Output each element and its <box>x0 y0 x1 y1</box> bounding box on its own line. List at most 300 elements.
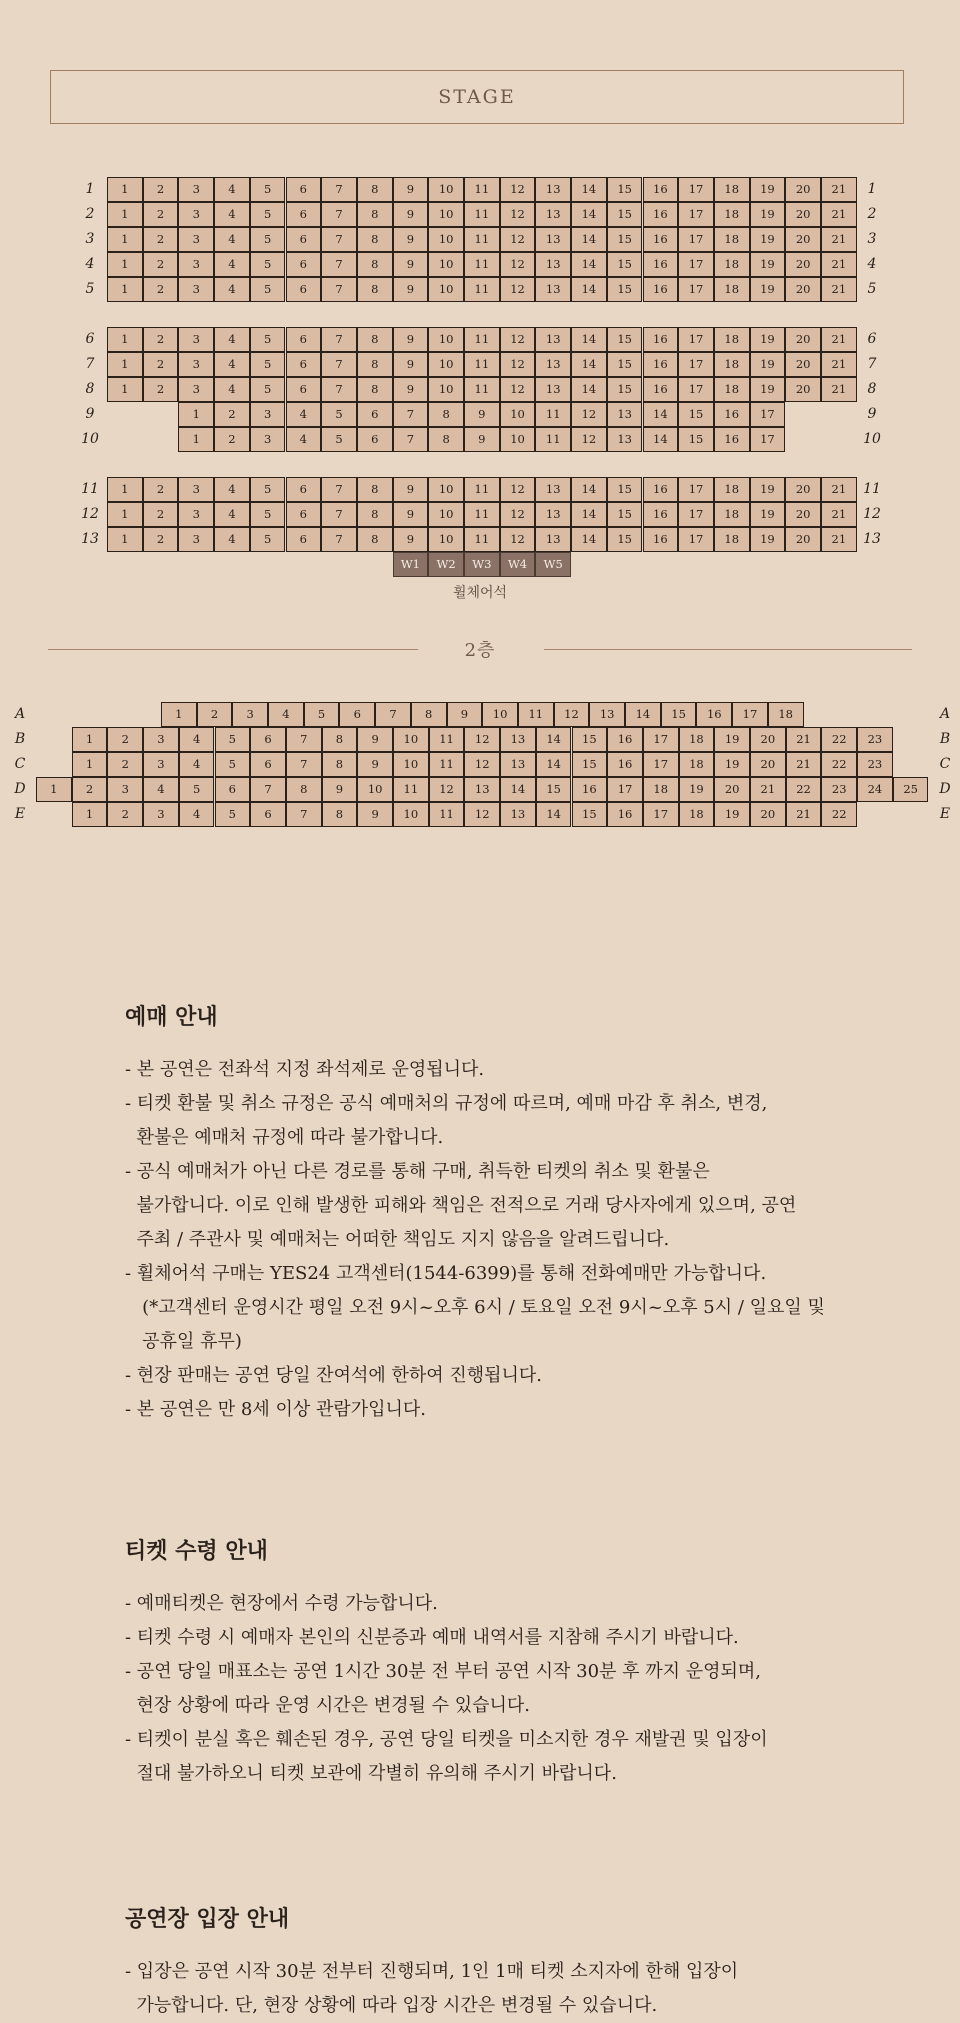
seat[interactable]: 2 <box>107 802 143 827</box>
seat[interactable]: 3 <box>178 377 214 402</box>
seat[interactable]: 7 <box>286 802 322 827</box>
seat[interactable]: 6 <box>286 177 322 202</box>
seat[interactable]: 16 <box>607 727 643 752</box>
seat[interactable]: 6 <box>286 327 322 352</box>
seat[interactable]: 4 <box>214 277 250 302</box>
seat[interactable]: 10 <box>428 252 464 277</box>
seat[interactable]: 1 <box>161 702 197 727</box>
seat[interactable]: 17 <box>678 477 714 502</box>
seat[interactable]: 9 <box>393 502 429 527</box>
seat[interactable]: 7 <box>375 702 411 727</box>
seat[interactable]: 7 <box>321 202 357 227</box>
seat[interactable]: 5 <box>250 227 286 252</box>
seat[interactable]: 12 <box>464 727 500 752</box>
seat[interactable]: 6 <box>286 252 322 277</box>
seat[interactable]: 2 <box>143 377 179 402</box>
seat[interactable]: 14 <box>625 702 661 727</box>
seat[interactable]: 16 <box>643 527 679 552</box>
seat[interactable]: 9 <box>322 777 358 802</box>
seat[interactable]: 18 <box>714 252 750 277</box>
seat[interactable]: 21 <box>821 477 857 502</box>
seat[interactable]: 15 <box>607 327 643 352</box>
seat[interactable]: 4 <box>214 477 250 502</box>
seat[interactable]: 19 <box>714 752 750 777</box>
seat[interactable]: 20 <box>785 277 821 302</box>
seat[interactable]: 12 <box>500 252 536 277</box>
seat[interactable]: 6 <box>286 502 322 527</box>
seat[interactable]: 9 <box>393 227 429 252</box>
seat[interactable]: 7 <box>321 502 357 527</box>
seat[interactable]: 15 <box>607 202 643 227</box>
seat[interactable]: 13 <box>535 352 571 377</box>
seat[interactable]: 17 <box>678 502 714 527</box>
seat[interactable]: 17 <box>750 402 786 427</box>
seat[interactable]: 7 <box>393 402 429 427</box>
seat[interactable]: 2 <box>143 327 179 352</box>
seat[interactable]: 2 <box>197 702 233 727</box>
seat[interactable]: 16 <box>572 777 608 802</box>
seat[interactable]: 9 <box>464 402 500 427</box>
seat[interactable]: 3 <box>143 727 179 752</box>
seat[interactable]: 21 <box>786 727 822 752</box>
seat[interactable]: 4 <box>214 177 250 202</box>
seat[interactable]: 19 <box>679 777 715 802</box>
seat[interactable]: 14 <box>643 402 679 427</box>
seat[interactable]: 8 <box>428 402 464 427</box>
seat[interactable]: 4 <box>214 252 250 277</box>
seat[interactable]: 6 <box>250 752 286 777</box>
seat[interactable]: 18 <box>768 702 804 727</box>
seat[interactable]: 9 <box>447 702 483 727</box>
seat[interactable]: 20 <box>785 477 821 502</box>
seat[interactable]: 1 <box>72 727 108 752</box>
seat[interactable]: 1 <box>107 252 143 277</box>
seat[interactable]: 21 <box>750 777 786 802</box>
seat[interactable]: 7 <box>393 427 429 452</box>
seat[interactable]: 8 <box>357 377 393 402</box>
seat[interactable]: 18 <box>714 477 750 502</box>
seat[interactable]: 10 <box>428 502 464 527</box>
seat[interactable]: 5 <box>250 327 286 352</box>
wheelchair-seat[interactable]: W5 <box>535 552 571 577</box>
seat[interactable]: 6 <box>286 352 322 377</box>
seat[interactable]: 15 <box>572 727 608 752</box>
seat[interactable]: 11 <box>464 227 500 252</box>
seat[interactable]: 5 <box>250 252 286 277</box>
seat[interactable]: 1 <box>178 402 214 427</box>
seat[interactable]: 3 <box>178 502 214 527</box>
seat[interactable]: 10 <box>393 727 429 752</box>
seat[interactable]: 7 <box>321 352 357 377</box>
seat[interactable]: 22 <box>786 777 822 802</box>
seat[interactable]: 13 <box>535 252 571 277</box>
seat[interactable]: 4 <box>214 352 250 377</box>
seat[interactable]: 4 <box>214 327 250 352</box>
seat[interactable]: 13 <box>589 702 625 727</box>
seat[interactable]: 8 <box>357 502 393 527</box>
seat[interactable]: 6 <box>357 427 393 452</box>
seat[interactable]: 19 <box>714 802 750 827</box>
seat[interactable]: 20 <box>785 377 821 402</box>
seat[interactable]: 8 <box>322 727 358 752</box>
seat[interactable]: 20 <box>785 327 821 352</box>
seat[interactable]: 16 <box>607 752 643 777</box>
seat[interactable]: 3 <box>178 327 214 352</box>
seat[interactable]: 10 <box>428 377 464 402</box>
seat[interactable]: 17 <box>678 177 714 202</box>
seat[interactable]: 3 <box>178 227 214 252</box>
seat[interactable]: 1 <box>72 802 108 827</box>
seat[interactable]: 13 <box>535 377 571 402</box>
seat[interactable]: 24 <box>857 777 893 802</box>
seat[interactable]: 21 <box>821 502 857 527</box>
seat[interactable]: 15 <box>607 352 643 377</box>
seat[interactable]: 9 <box>393 527 429 552</box>
seat[interactable]: 5 <box>250 177 286 202</box>
seat[interactable]: 4 <box>214 502 250 527</box>
seat[interactable]: 12 <box>500 502 536 527</box>
seat[interactable]: 12 <box>500 352 536 377</box>
seat[interactable]: 17 <box>678 527 714 552</box>
seat[interactable]: 15 <box>572 752 608 777</box>
seat[interactable]: 9 <box>357 727 393 752</box>
seat[interactable]: 4 <box>286 427 322 452</box>
seat[interactable]: 15 <box>607 377 643 402</box>
seat[interactable]: 2 <box>214 427 250 452</box>
seat[interactable]: 1 <box>107 502 143 527</box>
seat[interactable]: 2 <box>143 352 179 377</box>
seat[interactable]: 12 <box>500 477 536 502</box>
seat[interactable]: 22 <box>821 752 857 777</box>
seat[interactable]: 14 <box>571 377 607 402</box>
seat[interactable]: 10 <box>428 202 464 227</box>
seat[interactable]: 19 <box>750 252 786 277</box>
seat[interactable]: 20 <box>785 527 821 552</box>
seat[interactable]: 16 <box>643 477 679 502</box>
seat[interactable]: 10 <box>500 402 536 427</box>
seat[interactable]: 18 <box>714 527 750 552</box>
seat[interactable]: 19 <box>750 202 786 227</box>
seat[interactable]: 16 <box>643 227 679 252</box>
seat[interactable]: 19 <box>750 527 786 552</box>
seat[interactable]: 10 <box>428 277 464 302</box>
seat[interactable]: 10 <box>428 327 464 352</box>
seat[interactable]: 12 <box>464 752 500 777</box>
seat[interactable]: 19 <box>750 377 786 402</box>
seat[interactable]: 4 <box>214 227 250 252</box>
seat[interactable]: 21 <box>821 227 857 252</box>
seat[interactable]: 8 <box>286 777 322 802</box>
seat[interactable]: 11 <box>535 427 571 452</box>
seat[interactable]: 10 <box>393 802 429 827</box>
seat[interactable]: 12 <box>571 402 607 427</box>
seat[interactable]: 16 <box>643 377 679 402</box>
seat[interactable]: 13 <box>535 527 571 552</box>
seat[interactable]: 25 <box>893 777 929 802</box>
seat[interactable]: 12 <box>429 777 465 802</box>
seat[interactable]: 2 <box>143 477 179 502</box>
seat[interactable]: 12 <box>500 327 536 352</box>
seat[interactable]: 15 <box>607 252 643 277</box>
seat[interactable]: 10 <box>428 477 464 502</box>
seat[interactable]: 15 <box>607 477 643 502</box>
seat[interactable]: 12 <box>500 177 536 202</box>
seat[interactable]: 8 <box>357 277 393 302</box>
seat[interactable]: 21 <box>821 352 857 377</box>
seat[interactable]: 14 <box>500 777 536 802</box>
seat[interactable]: 17 <box>643 752 679 777</box>
seat[interactable]: 21 <box>821 252 857 277</box>
seat[interactable]: 13 <box>535 177 571 202</box>
seat[interactable]: 16 <box>643 327 679 352</box>
seat[interactable]: 16 <box>643 252 679 277</box>
seat[interactable]: 7 <box>321 327 357 352</box>
seat[interactable]: 6 <box>286 277 322 302</box>
seat[interactable]: 10 <box>357 777 393 802</box>
seat[interactable]: 4 <box>214 377 250 402</box>
seat[interactable]: 9 <box>393 352 429 377</box>
seat[interactable]: 1 <box>107 477 143 502</box>
seat[interactable]: 6 <box>286 477 322 502</box>
seat[interactable]: 17 <box>678 202 714 227</box>
seat[interactable]: 14 <box>536 752 572 777</box>
seat[interactable]: 4 <box>179 727 215 752</box>
seat[interactable]: 4 <box>268 702 304 727</box>
seat[interactable]: 9 <box>357 752 393 777</box>
seat[interactable]: 22 <box>821 727 857 752</box>
seat[interactable]: 5 <box>179 777 215 802</box>
seat[interactable]: 3 <box>178 527 214 552</box>
seat[interactable]: 3 <box>178 352 214 377</box>
seat[interactable]: 7 <box>321 252 357 277</box>
seat[interactable]: 18 <box>714 327 750 352</box>
seat[interactable]: 20 <box>785 352 821 377</box>
seat[interactable]: 6 <box>357 402 393 427</box>
seat[interactable]: 2 <box>143 252 179 277</box>
seat[interactable]: 17 <box>732 702 768 727</box>
seat[interactable]: 17 <box>678 377 714 402</box>
seat[interactable]: 15 <box>678 402 714 427</box>
seat[interactable]: 11 <box>464 352 500 377</box>
seat[interactable]: 1 <box>107 327 143 352</box>
seat[interactable]: 20 <box>750 752 786 777</box>
seat[interactable]: 13 <box>464 777 500 802</box>
seat[interactable]: 18 <box>679 802 715 827</box>
seat[interactable]: 14 <box>536 727 572 752</box>
seat[interactable]: 11 <box>429 802 465 827</box>
seat[interactable]: 7 <box>321 277 357 302</box>
seat[interactable]: 11 <box>464 377 500 402</box>
seat[interactable]: 2 <box>72 777 108 802</box>
wheelchair-seat[interactable]: W2 <box>428 552 464 577</box>
seat[interactable]: 15 <box>607 227 643 252</box>
seat[interactable]: 12 <box>554 702 590 727</box>
seat[interactable]: 2 <box>143 202 179 227</box>
seat[interactable]: 14 <box>536 802 572 827</box>
seat[interactable]: 20 <box>750 727 786 752</box>
seat[interactable]: 11 <box>429 727 465 752</box>
seat[interactable]: 16 <box>643 502 679 527</box>
seat[interactable]: 3 <box>232 702 268 727</box>
seat[interactable]: 7 <box>250 777 286 802</box>
seat[interactable]: 19 <box>750 477 786 502</box>
seat[interactable]: 23 <box>821 777 857 802</box>
seat[interactable]: 10 <box>428 177 464 202</box>
seat[interactable]: 15 <box>661 702 697 727</box>
seat[interactable]: 14 <box>571 177 607 202</box>
seat[interactable]: 10 <box>482 702 518 727</box>
seat[interactable]: 3 <box>250 427 286 452</box>
seat[interactable]: 18 <box>714 377 750 402</box>
seat[interactable]: 3 <box>178 177 214 202</box>
seat[interactable]: 20 <box>714 777 750 802</box>
seat[interactable]: 9 <box>464 427 500 452</box>
seat[interactable]: 17 <box>678 277 714 302</box>
seat[interactable]: 14 <box>571 327 607 352</box>
seat[interactable]: 11 <box>464 527 500 552</box>
seat[interactable]: 1 <box>107 227 143 252</box>
seat[interactable]: 13 <box>500 802 536 827</box>
seat[interactable]: 10 <box>428 227 464 252</box>
seat[interactable]: 5 <box>250 352 286 377</box>
seat[interactable]: 17 <box>678 227 714 252</box>
seat[interactable]: 20 <box>750 802 786 827</box>
seat[interactable]: 11 <box>464 327 500 352</box>
seat[interactable]: 6 <box>215 777 251 802</box>
seat[interactable]: 2 <box>214 402 250 427</box>
seat[interactable]: 13 <box>535 227 571 252</box>
seat[interactable]: 3 <box>178 252 214 277</box>
seat[interactable]: 11 <box>429 752 465 777</box>
seat[interactable]: 9 <box>393 252 429 277</box>
seat[interactable]: 16 <box>607 802 643 827</box>
seat[interactable]: 12 <box>500 277 536 302</box>
seat[interactable]: 8 <box>411 702 447 727</box>
seat[interactable]: 1 <box>107 352 143 377</box>
seat[interactable]: 2 <box>107 727 143 752</box>
seat[interactable]: 18 <box>714 502 750 527</box>
seat[interactable]: 20 <box>785 252 821 277</box>
seat[interactable]: 21 <box>786 752 822 777</box>
seat[interactable]: 9 <box>393 202 429 227</box>
seat[interactable]: 11 <box>518 702 554 727</box>
seat[interactable]: 8 <box>322 752 358 777</box>
seat[interactable]: 6 <box>286 202 322 227</box>
seat[interactable]: 8 <box>322 802 358 827</box>
seat[interactable]: 8 <box>357 327 393 352</box>
seat[interactable]: 11 <box>464 477 500 502</box>
seat[interactable]: 5 <box>215 752 251 777</box>
seat[interactable]: 16 <box>714 427 750 452</box>
seat[interactable]: 9 <box>393 477 429 502</box>
seat[interactable]: 7 <box>321 477 357 502</box>
seat[interactable]: 3 <box>143 752 179 777</box>
seat[interactable]: 5 <box>250 527 286 552</box>
seat[interactable]: 4 <box>214 527 250 552</box>
seat[interactable]: 12 <box>500 227 536 252</box>
seat[interactable]: 15 <box>572 802 608 827</box>
seat[interactable]: 18 <box>714 177 750 202</box>
seat[interactable]: 13 <box>500 727 536 752</box>
seat[interactable]: 1 <box>36 777 72 802</box>
seat[interactable]: 1 <box>107 202 143 227</box>
seat[interactable]: 16 <box>696 702 732 727</box>
seat[interactable]: 5 <box>321 402 357 427</box>
seat[interactable]: 8 <box>357 202 393 227</box>
seat[interactable]: 5 <box>250 277 286 302</box>
seat[interactable]: 8 <box>428 427 464 452</box>
seat[interactable]: 4 <box>143 777 179 802</box>
seat[interactable]: 10 <box>500 427 536 452</box>
seat[interactable]: 14 <box>571 277 607 302</box>
seat[interactable]: 11 <box>393 777 429 802</box>
seat[interactable]: 16 <box>643 352 679 377</box>
seat[interactable]: 6 <box>250 802 286 827</box>
seat[interactable]: 11 <box>464 502 500 527</box>
seat[interactable]: 7 <box>321 527 357 552</box>
seat[interactable]: 1 <box>72 752 108 777</box>
seat[interactable]: 17 <box>678 327 714 352</box>
seat[interactable]: 21 <box>821 377 857 402</box>
seat[interactable]: 7 <box>321 177 357 202</box>
seat[interactable]: 17 <box>678 252 714 277</box>
seat[interactable]: 21 <box>786 802 822 827</box>
seat[interactable]: 14 <box>571 352 607 377</box>
seat[interactable]: 17 <box>643 802 679 827</box>
seat[interactable]: 3 <box>250 402 286 427</box>
seat[interactable]: 15 <box>678 427 714 452</box>
seat[interactable]: 4 <box>286 402 322 427</box>
seat[interactable]: 21 <box>821 177 857 202</box>
seat[interactable]: 20 <box>785 227 821 252</box>
seat[interactable]: 1 <box>107 527 143 552</box>
seat[interactable]: 3 <box>107 777 143 802</box>
seat[interactable]: 9 <box>393 177 429 202</box>
seat[interactable]: 2 <box>143 277 179 302</box>
seat[interactable]: 18 <box>714 277 750 302</box>
seat[interactable]: 19 <box>714 727 750 752</box>
seat[interactable]: 5 <box>250 377 286 402</box>
seat[interactable]: 19 <box>750 277 786 302</box>
seat[interactable]: 4 <box>179 802 215 827</box>
seat[interactable]: 6 <box>250 727 286 752</box>
seat[interactable]: 13 <box>535 477 571 502</box>
seat[interactable]: 21 <box>821 202 857 227</box>
seat[interactable]: 19 <box>750 327 786 352</box>
seat[interactable]: 13 <box>535 277 571 302</box>
seat[interactable]: 6 <box>286 377 322 402</box>
seat[interactable]: 13 <box>535 202 571 227</box>
seat[interactable]: 14 <box>571 202 607 227</box>
seat[interactable]: 4 <box>179 752 215 777</box>
seat[interactable]: 17 <box>678 352 714 377</box>
seat[interactable]: 9 <box>357 802 393 827</box>
seat[interactable]: 14 <box>571 227 607 252</box>
seat[interactable]: 14 <box>571 477 607 502</box>
seat[interactable]: 11 <box>464 277 500 302</box>
seat[interactable]: 4 <box>214 202 250 227</box>
seat[interactable]: 1 <box>178 427 214 452</box>
seat[interactable]: 1 <box>107 377 143 402</box>
seat[interactable]: 5 <box>250 477 286 502</box>
seat[interactable]: 16 <box>643 177 679 202</box>
seat[interactable]: 14 <box>571 502 607 527</box>
seat[interactable]: 12 <box>571 427 607 452</box>
seat[interactable]: 23 <box>857 727 893 752</box>
seat[interactable]: 9 <box>393 327 429 352</box>
seat[interactable]: 13 <box>500 752 536 777</box>
seat[interactable]: 18 <box>714 352 750 377</box>
